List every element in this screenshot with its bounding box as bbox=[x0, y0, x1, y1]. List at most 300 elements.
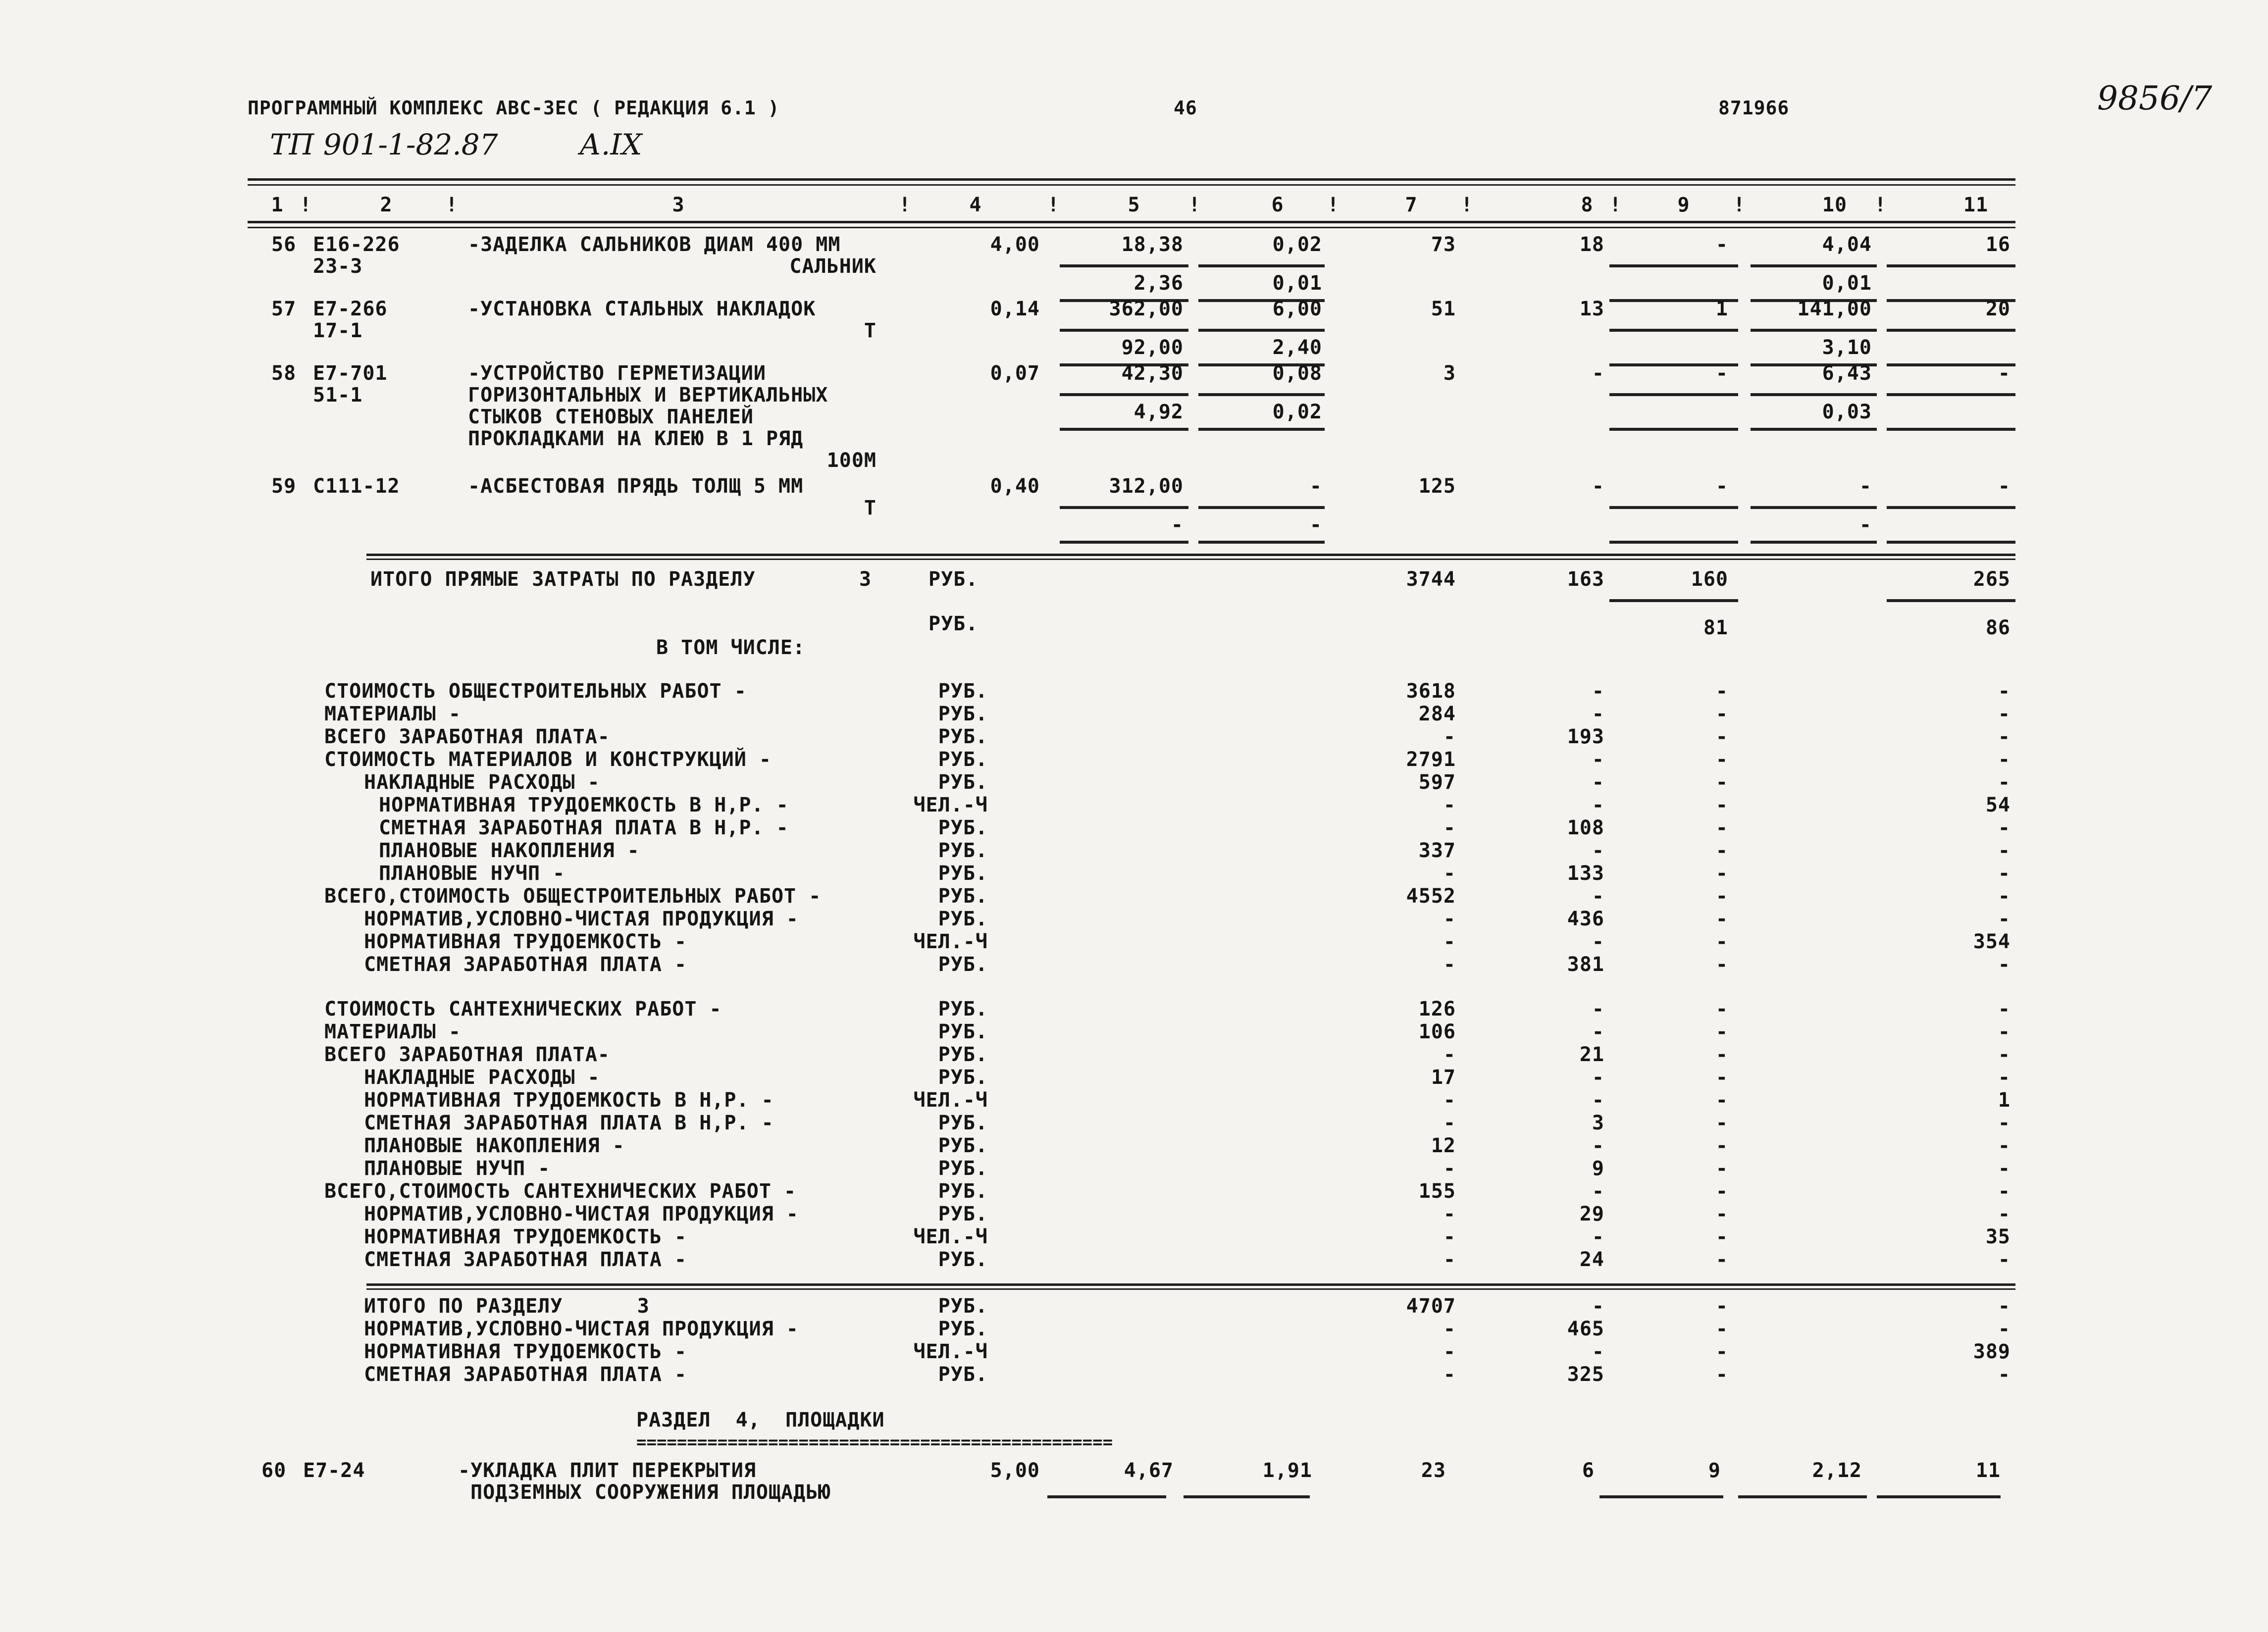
summary-label: СМЕТНАЯ ЗАРАБОТНАЯ ПЛАТА - bbox=[364, 953, 687, 976]
summary-col7: - bbox=[1443, 1248, 1456, 1271]
summary-col7: - bbox=[1443, 1340, 1456, 1363]
column-separator: ! bbox=[1188, 194, 1201, 216]
summary-col7: - bbox=[1443, 908, 1456, 930]
summary-col7: - bbox=[1443, 816, 1456, 839]
col5-rule bbox=[1060, 506, 1188, 509]
page-number: 46 bbox=[1174, 97, 1197, 119]
section4-item-number: 60 bbox=[261, 1459, 287, 1482]
column-separator: ! bbox=[1327, 194, 1340, 216]
summary-col11: 389 bbox=[1973, 1340, 2010, 1363]
including-label: В ТОМ ЧИСЛЕ: bbox=[656, 636, 805, 659]
total-direct-col8: 163 bbox=[1567, 568, 1604, 591]
summary-col8: - bbox=[1592, 1020, 1604, 1043]
summary-unit: РУБ. bbox=[938, 725, 988, 748]
summary-col8: - bbox=[1592, 771, 1604, 794]
summary-col7: 597 bbox=[1418, 771, 1456, 794]
item-col10-line2: 0,03 bbox=[1822, 401, 1872, 423]
item-col11: - bbox=[1998, 475, 2010, 498]
summary-col8: 21 bbox=[1579, 1043, 1604, 1066]
item-name-unit: САЛЬНИК bbox=[789, 255, 876, 278]
column-header-8: 8 bbox=[1581, 194, 1594, 216]
summary-unit: РУБ. bbox=[938, 1203, 988, 1225]
summary-col8: - bbox=[1592, 1180, 1604, 1203]
summary-col9: - bbox=[1715, 908, 1728, 930]
item-col7: 73 bbox=[1431, 233, 1456, 256]
summary-col7: 155 bbox=[1418, 1180, 1456, 1203]
summary-unit: РУБ. bbox=[938, 908, 988, 930]
summary-col11: 1 bbox=[1998, 1089, 2010, 1112]
summary-unit: РУБ. bbox=[938, 1066, 988, 1089]
summary-col11: - bbox=[1998, 725, 2010, 748]
summary-label: НОРМАТИВНАЯ ТРУДОЕМКОСТЬ - bbox=[364, 1225, 687, 1248]
col11-rule-2 bbox=[1887, 541, 2015, 544]
item-col11: - bbox=[1998, 362, 2010, 385]
summary-unit: ЧЕЛ.-Ч bbox=[913, 1089, 988, 1112]
item-col8: - bbox=[1592, 362, 1604, 385]
total-direct-col7: 3744 bbox=[1406, 568, 1456, 591]
col10-rule bbox=[1751, 329, 1877, 332]
col5-rule-2 bbox=[1060, 428, 1188, 431]
summary-col9: - bbox=[1715, 1318, 1728, 1340]
item-col5-line1: 362,00 bbox=[1109, 298, 1184, 320]
col6-rule bbox=[1198, 329, 1325, 332]
item-col10-line1: - bbox=[1859, 475, 1872, 498]
summary-label: НОРМАТИВНАЯ ТРУДОЕМКОСТЬ - bbox=[364, 930, 687, 953]
summary-label: НОРМАТИВНАЯ ТРУДОЕМКОСТЬ В Н,Р. - bbox=[364, 1089, 774, 1112]
summary-col11: - bbox=[1998, 1134, 2010, 1157]
summary-col11: - bbox=[1998, 680, 2010, 703]
item-col8: 13 bbox=[1579, 298, 1604, 320]
total-direct-col11: 265 bbox=[1973, 568, 2010, 591]
corner-mark-handwritten: 9856/7 bbox=[2097, 79, 2213, 117]
summary-col7: 106 bbox=[1418, 1020, 1456, 1043]
summary-col11: - bbox=[1998, 1043, 2010, 1066]
item-col6-line2: 0,01 bbox=[1272, 272, 1322, 295]
summary-unit: ЧЕЛ.-Ч bbox=[913, 794, 988, 816]
summary-col7: - bbox=[1443, 1089, 1456, 1112]
column-header-4: 4 bbox=[969, 194, 982, 216]
summary-unit: РУБ. bbox=[938, 1180, 988, 1203]
column-separator: ! bbox=[1047, 194, 1060, 216]
item-code: С111-12 bbox=[313, 475, 400, 498]
summary-col11: - bbox=[1998, 1066, 2010, 1089]
summary-col7: - bbox=[1443, 1318, 1456, 1340]
col10-rule bbox=[1751, 264, 1877, 267]
summary-unit: РУБ. bbox=[938, 680, 988, 703]
item-code: Е7-266 bbox=[313, 298, 388, 320]
program-title: ПРОГРАММНЫЙ КОМПЛЕКС АВС-ЗЕС ( РЕДАКЦИЯ 6.1 ) bbox=[248, 97, 780, 119]
item-name-line: -УСТАНОВКА СТАЛЬНЫХ НАКЛАДОК bbox=[468, 298, 816, 320]
summary-col8: - bbox=[1592, 930, 1604, 953]
summary-label: МАТЕРИАЛЫ - bbox=[324, 1020, 461, 1043]
summary-label: СМЕТНАЯ ЗАРАБОТНАЯ ПЛАТА - bbox=[364, 1248, 687, 1271]
col11-rule bbox=[1887, 506, 2015, 509]
summary-col8: - bbox=[1592, 794, 1604, 816]
col9-rule bbox=[1609, 329, 1738, 332]
column-header-10: 10 bbox=[1822, 194, 1848, 216]
summary-unit: РУБ. bbox=[938, 1020, 988, 1043]
summary-col9: - bbox=[1715, 725, 1728, 748]
section4-item-col8: 6 bbox=[1582, 1459, 1595, 1482]
item-col7: 3 bbox=[1443, 362, 1456, 385]
item-col6-line1: 6,00 bbox=[1272, 298, 1322, 320]
column-separator: ! bbox=[899, 194, 912, 216]
summary-col8: 29 bbox=[1579, 1203, 1604, 1225]
item-code: Е16-226 bbox=[313, 233, 400, 256]
summary-label: ПЛАНОВЫЕ НУЧП - bbox=[364, 1157, 551, 1180]
section4-col6-rule bbox=[1184, 1495, 1310, 1498]
summary-col11: 54 bbox=[1985, 794, 2010, 816]
summary-col7: - bbox=[1443, 725, 1456, 748]
summary-col8: - bbox=[1592, 703, 1604, 725]
item-name-line: СТЫКОВ СТЕНОВЫХ ПАНЕЛЕЙ bbox=[468, 406, 754, 428]
summary-unit: РУБ. bbox=[938, 816, 988, 839]
item-name-line: ПРОКЛАДКАМИ НА КЛЕЮ В 1 РЯД bbox=[468, 427, 804, 450]
section4-col11-rule bbox=[1877, 1495, 2001, 1498]
header-bottom-rule bbox=[248, 221, 2015, 223]
summary-col7: 17 bbox=[1431, 1066, 1456, 1089]
summary-label: СМЕТНАЯ ЗАРАБОТНАЯ ПЛАТА В Н,Р. - bbox=[364, 1112, 774, 1134]
item-code-line2: 17-1 bbox=[313, 319, 363, 342]
col6-rule-2 bbox=[1198, 428, 1325, 431]
item-number: 59 bbox=[271, 475, 297, 498]
summary-unit: ЧЕЛ.-Ч bbox=[913, 1340, 988, 1363]
summary-col9: - bbox=[1715, 930, 1728, 953]
section4-col9-rule bbox=[1599, 1495, 1723, 1498]
col10-rule bbox=[1751, 506, 1877, 509]
summary-unit: РУБ. bbox=[938, 885, 988, 908]
item-code: Е7-701 bbox=[313, 362, 388, 385]
summary-unit: РУБ. bbox=[938, 1248, 988, 1271]
item-col10-line1: 6,43 bbox=[1822, 362, 1872, 385]
summary-col8: 325 bbox=[1567, 1363, 1604, 1386]
summary-col8: 381 bbox=[1567, 953, 1604, 976]
summary-col7: - bbox=[1443, 862, 1456, 885]
section4-item-name: -УКЛАДКА ПЛИТ ПЕРЕКРЫТИЯ bbox=[458, 1459, 756, 1482]
item-col9: 1 bbox=[1715, 298, 1728, 320]
item-name-line: ГОРИЗОНТАЛЬНЫХ И ВЕРТИКАЛЬНЫХ bbox=[468, 384, 828, 407]
summary-label: НОРМАТИВНАЯ ТРУДОЕМКОСТЬ - bbox=[364, 1340, 687, 1363]
col9-rule-2 bbox=[1609, 541, 1738, 544]
summary-col8: - bbox=[1592, 885, 1604, 908]
column-separator: ! bbox=[1733, 194, 1746, 216]
item-name-unit: Т bbox=[864, 319, 876, 342]
section4-item-col4: 5,00 bbox=[990, 1459, 1040, 1482]
item-number: 56 bbox=[271, 233, 297, 256]
item-col10-line1: 141,00 bbox=[1797, 298, 1872, 320]
column-separator: ! bbox=[300, 194, 312, 216]
summary-col11: - bbox=[1998, 1112, 2010, 1134]
summary-unit: РУБ. bbox=[938, 1295, 988, 1318]
summary-unit: РУБ. bbox=[938, 953, 988, 976]
summary-col11: - bbox=[1998, 1020, 2010, 1043]
summary-col11: - bbox=[1998, 748, 2010, 771]
item-col5-line2: 2,36 bbox=[1134, 272, 1184, 295]
col10-rule-2 bbox=[1751, 541, 1877, 544]
summary-col8: - bbox=[1592, 1089, 1604, 1112]
summary-col7: 12 bbox=[1431, 1134, 1456, 1157]
section4-col5-rule bbox=[1047, 1495, 1166, 1498]
col9-rule bbox=[1609, 393, 1738, 396]
item-col9: - bbox=[1715, 475, 1728, 498]
summary-col11: - bbox=[1998, 1157, 2010, 1180]
summary-col9: - bbox=[1715, 794, 1728, 816]
summary-label: ВСЕГО ЗАРАБОТНАЯ ПЛАТА- bbox=[324, 1043, 610, 1066]
summary-col7: - bbox=[1443, 953, 1456, 976]
section4-item-col11: 11 bbox=[1975, 1459, 2001, 1482]
summary-label: ПЛАНОВЫЕ НАКОПЛЕНИЯ - bbox=[364, 1134, 625, 1157]
summary-col11: - bbox=[1998, 885, 2010, 908]
item-col9: - bbox=[1715, 362, 1728, 385]
summary-col9: - bbox=[1715, 953, 1728, 976]
item-name-unit: 100М bbox=[826, 449, 876, 472]
column-separator: ! bbox=[446, 194, 459, 216]
table-top-rule-2 bbox=[248, 184, 2015, 186]
summary-col11: - bbox=[1998, 953, 2010, 976]
summary-unit: РУБ. bbox=[938, 839, 988, 862]
summary-col8: - bbox=[1592, 1134, 1604, 1157]
summary-col9: - bbox=[1715, 703, 1728, 725]
col11-rule bbox=[1887, 329, 2015, 332]
item-col8: - bbox=[1592, 475, 1604, 498]
item-col6-line2: 2,40 bbox=[1272, 336, 1322, 359]
summary-label: НАКЛАДНЫЕ РАСХОДЫ - bbox=[364, 1066, 600, 1089]
summary-col7: - bbox=[1443, 930, 1456, 953]
summary-unit: РУБ. bbox=[938, 1134, 988, 1157]
item-name-unit: Т bbox=[864, 497, 876, 519]
col5-rule bbox=[1060, 264, 1188, 267]
summary-col11: - bbox=[1998, 862, 2010, 885]
total-direct-section: 3 bbox=[859, 568, 872, 591]
summary-col7: 4552 bbox=[1406, 885, 1456, 908]
summary-col9: - bbox=[1715, 1066, 1728, 1089]
summary-col9: - bbox=[1715, 1020, 1728, 1043]
summary-col7: 284 bbox=[1418, 703, 1456, 725]
summary-unit: РУБ. bbox=[938, 1043, 988, 1066]
col9-rule bbox=[1609, 264, 1738, 267]
summary-col9: - bbox=[1715, 862, 1728, 885]
column-separator: ! bbox=[1874, 194, 1887, 216]
section4-item-col9: 9 bbox=[1708, 1459, 1721, 1482]
summary-label: СМЕТНАЯ ЗАРАБОТНАЯ ПЛАТА - bbox=[364, 1363, 687, 1386]
summary-col11: - bbox=[1998, 816, 2010, 839]
total-direct-col9: 160 bbox=[1691, 568, 1728, 591]
summary-unit: РУБ. bbox=[938, 703, 988, 725]
summary-label: НОРМАТИВ,УСЛОВНО-ЧИСТАЯ ПРОДУКЦИЯ - bbox=[364, 1318, 799, 1340]
summary-label: ПЛАНОВЫЕ НУЧП - bbox=[379, 862, 566, 885]
item-col6-line1: 0,02 bbox=[1272, 233, 1322, 256]
summary-unit: РУБ. bbox=[938, 771, 988, 794]
summary-col8: 24 bbox=[1579, 1248, 1604, 1271]
col9-rule-2 bbox=[1609, 428, 1738, 431]
summary-unit: РУБ. bbox=[938, 998, 988, 1020]
summary-col8: - bbox=[1592, 1295, 1604, 1318]
summary-col7: - bbox=[1443, 1203, 1456, 1225]
summary-col8: 193 bbox=[1567, 725, 1604, 748]
column-header-3: 3 bbox=[672, 194, 685, 216]
summary-col7: 126 bbox=[1418, 998, 1456, 1020]
section4-title: РАЗДЕЛ 4, ПЛОЩАДКИ bbox=[636, 1409, 885, 1431]
summary-label: МАТЕРИАЛЫ - bbox=[324, 703, 461, 725]
col6-rule-2 bbox=[1198, 541, 1325, 544]
summary-col9: - bbox=[1715, 1134, 1728, 1157]
total-rule-2 bbox=[366, 559, 2015, 560]
summary-col7: - bbox=[1443, 794, 1456, 816]
summary-label: НОРМАТИВ,УСЛОВНО-ЧИСТАЯ ПРОДУКЦИЯ - bbox=[364, 1203, 799, 1225]
summary-label: НОРМАТИВНАЯ ТРУДОЕМКОСТЬ В Н,Р. - bbox=[379, 794, 789, 816]
col5-rule-2 bbox=[1060, 541, 1188, 544]
summary-col7: - bbox=[1443, 1112, 1456, 1134]
col6-rule bbox=[1198, 506, 1325, 509]
summary-unit: РУБ. bbox=[938, 748, 988, 771]
column-header-1: 1 bbox=[271, 194, 284, 216]
item-col6-line2: 0,02 bbox=[1272, 401, 1322, 423]
summary-col9: - bbox=[1715, 1043, 1728, 1066]
total-direct-col11-2: 86 bbox=[1985, 616, 2010, 639]
item-col7: 125 bbox=[1418, 475, 1456, 498]
summary-col9: - bbox=[1715, 1295, 1728, 1318]
summary-unit: РУБ. bbox=[938, 1363, 988, 1386]
summary-col9: - bbox=[1715, 1180, 1728, 1203]
item-col5-line2: 92,00 bbox=[1121, 336, 1184, 359]
col6-rule bbox=[1198, 264, 1325, 267]
summary-col11: - bbox=[1998, 703, 2010, 725]
summary-col11: 35 bbox=[1985, 1225, 2010, 1248]
col10-rule bbox=[1751, 393, 1877, 396]
summary-unit: РУБ. bbox=[938, 862, 988, 885]
item-col11: 20 bbox=[1985, 298, 2010, 320]
section4-item-col6: 1,91 bbox=[1262, 1459, 1312, 1482]
summary-unit: РУБ. bbox=[938, 1318, 988, 1340]
summary-unit: ЧЕЛ.-Ч bbox=[913, 930, 988, 953]
summary-col11: - bbox=[1998, 908, 2010, 930]
summary-unit: РУБ. bbox=[938, 1112, 988, 1134]
summary-unit: РУБ. bbox=[938, 1157, 988, 1180]
summary-label: СТОИМОСТЬ ОБЩЕСТРОИТЕЛЬНЫХ РАБОТ - bbox=[324, 680, 747, 703]
column-header-7: 7 bbox=[1405, 194, 1418, 216]
summary-label: НАКЛАДНЫЕ РАСХОДЫ - bbox=[364, 771, 600, 794]
summary-col7: - bbox=[1443, 1043, 1456, 1066]
summary-label: ПЛАНОВЫЕ НАКОПЛЕНИЯ - bbox=[379, 839, 640, 862]
album-handwritten: А.IX bbox=[579, 128, 642, 161]
section-total-rule bbox=[366, 1283, 2015, 1286]
summary-label: НОРМАТИВ,УСЛОВНО-ЧИСТАЯ ПРОДУКЦИЯ - bbox=[364, 908, 799, 930]
header-bottom-rule-2 bbox=[248, 227, 2015, 228]
summary-col11: - bbox=[1998, 771, 2010, 794]
summary-col11: - bbox=[1998, 839, 2010, 862]
item-col8: 18 bbox=[1579, 233, 1604, 256]
column-header-5: 5 bbox=[1128, 194, 1140, 216]
summary-col11: 354 bbox=[1973, 930, 2010, 953]
summary-col8: 9 bbox=[1592, 1157, 1604, 1180]
summary-col9: - bbox=[1715, 1363, 1728, 1386]
summary-col7: 337 bbox=[1418, 839, 1456, 862]
summary-col8: - bbox=[1592, 680, 1604, 703]
summary-col9: - bbox=[1715, 839, 1728, 862]
item-code-line2: 51-1 bbox=[313, 384, 363, 407]
item-col9: - bbox=[1715, 233, 1728, 256]
section4-item-col7: 23 bbox=[1421, 1459, 1446, 1482]
item-number: 58 bbox=[271, 362, 297, 385]
summary-col8: 133 bbox=[1567, 862, 1604, 885]
summary-col8: 465 bbox=[1567, 1318, 1604, 1340]
summary-col8: - bbox=[1592, 1340, 1604, 1363]
item-col5-line1: 18,38 bbox=[1121, 233, 1184, 256]
summary-col8: - bbox=[1592, 1066, 1604, 1089]
summary-label: ВСЕГО,СТОИМОСТЬ САНТЕХНИЧЕСКИХ РАБОТ - bbox=[324, 1180, 797, 1203]
summary-unit: ЧЕЛ.-Ч bbox=[913, 1225, 988, 1248]
item-col5-line2: - bbox=[1171, 513, 1184, 536]
summary-col9: - bbox=[1715, 1089, 1728, 1112]
section-total-rule-2 bbox=[366, 1288, 2015, 1290]
col11-rule-2 bbox=[1887, 428, 2015, 431]
summary-col7: 4707 bbox=[1406, 1295, 1456, 1318]
col5-rule bbox=[1060, 329, 1188, 332]
summary-col9: - bbox=[1715, 748, 1728, 771]
item-col10-line2: 3,10 bbox=[1822, 336, 1872, 359]
total-col11-rule bbox=[1887, 599, 2015, 602]
item-code-line2: 23-3 bbox=[313, 255, 363, 278]
item-col4: 0,14 bbox=[990, 298, 1040, 320]
document-code: 871966 bbox=[1718, 97, 1790, 119]
total-direct-unit-2: РУБ. bbox=[928, 612, 979, 635]
summary-col11: - bbox=[1998, 1363, 2010, 1386]
item-col5-line2: 4,92 bbox=[1134, 401, 1184, 423]
item-col5-line1: 312,00 bbox=[1109, 475, 1184, 498]
summary-label: ИТОГО ПО РАЗДЕЛУ 3 bbox=[364, 1295, 650, 1318]
column-header-9: 9 bbox=[1677, 194, 1690, 216]
item-col5-line1: 42,30 bbox=[1121, 362, 1184, 385]
item-name-line: -УСТРОЙСТВО ГЕРМЕТИЗАЦИИ bbox=[468, 362, 766, 385]
total-direct-col9-2: 81 bbox=[1703, 616, 1728, 639]
item-col10-line2: 0,01 bbox=[1822, 272, 1872, 295]
column-header-11: 11 bbox=[1963, 194, 1989, 216]
summary-col9: - bbox=[1715, 1157, 1728, 1180]
column-separator: ! bbox=[1609, 194, 1622, 216]
summary-col8: 3 bbox=[1592, 1112, 1604, 1134]
total-direct-unit: РУБ. bbox=[928, 568, 979, 591]
item-col4: 4,00 bbox=[990, 233, 1040, 256]
summary-col9: - bbox=[1715, 1203, 1728, 1225]
col11-rule bbox=[1887, 264, 2015, 267]
item-col6-line1: 0,08 bbox=[1272, 362, 1322, 385]
column-header-6: 6 bbox=[1271, 194, 1284, 216]
summary-col11: - bbox=[1998, 1203, 2010, 1225]
summary-label: СТОИМОСТЬ САНТЕХНИЧЕСКИХ РАБОТ - bbox=[324, 998, 722, 1020]
total-rule bbox=[366, 554, 2015, 556]
col11-rule bbox=[1887, 393, 2015, 396]
summary-col9: - bbox=[1715, 885, 1728, 908]
section4-col10-rule bbox=[1738, 1495, 1867, 1498]
item-col11: 16 bbox=[1985, 233, 2010, 256]
item-col7: 51 bbox=[1431, 298, 1456, 320]
summary-label: ВСЕГО ЗАРАБОТНАЯ ПЛАТА- bbox=[324, 725, 610, 748]
section4-item-col10: 2,12 bbox=[1812, 1459, 1862, 1482]
summary-col8: - bbox=[1592, 839, 1604, 862]
summary-col8: 436 bbox=[1567, 908, 1604, 930]
summary-col9: - bbox=[1715, 1112, 1728, 1134]
summary-col11: - bbox=[1998, 1295, 2010, 1318]
column-header-2: 2 bbox=[380, 194, 393, 216]
summary-col7: - bbox=[1443, 1157, 1456, 1180]
summary-label: СТОИМОСТЬ МАТЕРИАЛОВ И КОНСТРУКЦИЙ - bbox=[324, 748, 772, 771]
item-col6-line2: - bbox=[1309, 513, 1322, 536]
item-col4: 0,07 bbox=[990, 362, 1040, 385]
item-col6-line1: - bbox=[1309, 475, 1322, 498]
item-name-line: -АСБЕСТОВАЯ ПРЯДЬ ТОЛЩ 5 ММ bbox=[468, 475, 804, 498]
summary-col9: - bbox=[1715, 816, 1728, 839]
item-col10-line2: - bbox=[1859, 513, 1872, 536]
